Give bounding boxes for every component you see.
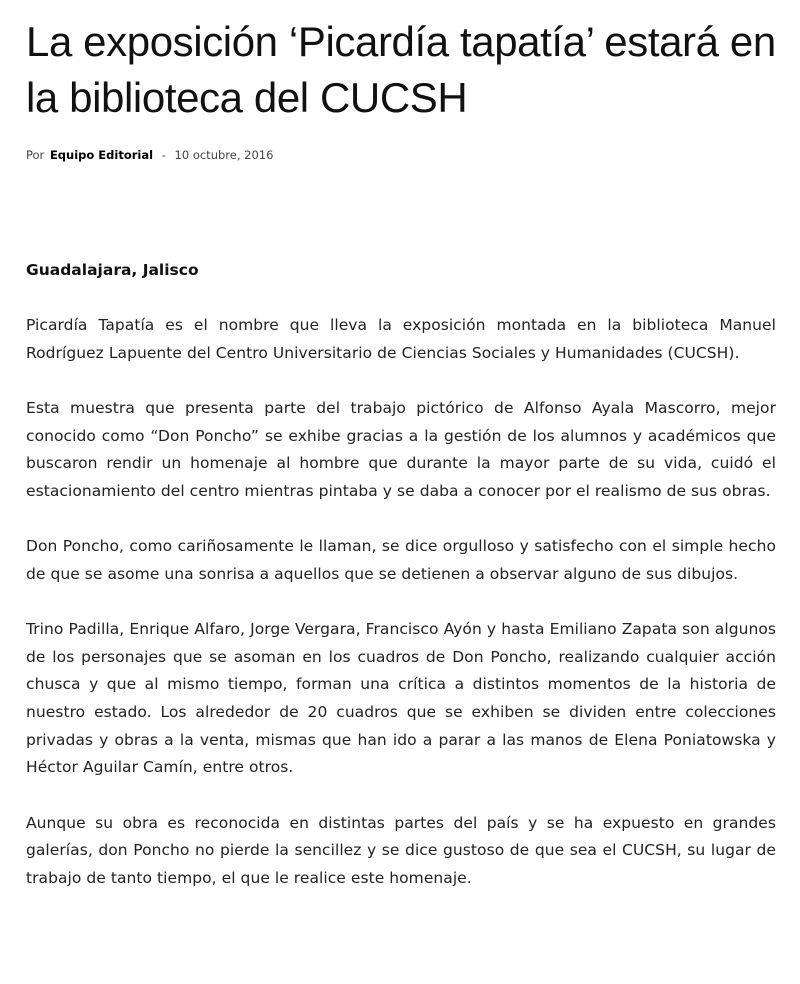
article-body (26, 312, 776, 920)
by-label: Por (26, 148, 45, 162)
author-link[interactable]: Equipo Editorial (49, 148, 154, 162)
article-title: La exposición ‘Picardía tapatía’ estará en la biblioteca del CUCSH (26, 18, 776, 121)
paragraph: Aunque su obra es reconocida en distintas partes del país y se ha expuesto en grandes galerías, don Poncho no pierde la sencillez y se dice gustoso de que sea el CUCSH, su lugar de trabajo de tanto tiempo, el que le realice este homenaje. (26, 813, 776, 887)
paragraph: Esta muestra que presenta parte del trabajo pictórico de Alfonso Ayala Mascorro, mejor conocido como “Don Poncho” se exhibe gracias a la gestión de los alumnos y académicos que buscaron rendir un homenaje al hombre que durante la mayor parte de su vida, cuidó el estacionamiento del centro mientras pintaba y se daba a conocer por el realismo de sus obras. (26, 398, 776, 500)
paragraph: Don Poncho, como cariñosamente le llaman, se dice orgulloso y satisfecho con el simple hecho de que se asome una sonrisa a aquellos que se detienen a observar alguno de sus dibujos. (26, 537, 776, 583)
article-location: Guadalajara, Jalisco (26, 261, 199, 279)
article-meta (26, 146, 776, 164)
publish-date: 10 octubre, 2016 (174, 148, 274, 162)
meta-separator: - (161, 148, 166, 162)
paragraph: Trino Padilla, Enrique Alfaro, Jorge Vergara, Francisco Ayón y hasta Emiliano Zapata son algunos de los personajes que se asoman en los cuadros de Don Poncho, realizando cualquier acción chusca y que al mismo tiempo, forman una crítica a distintos momentos de la historia de nuestro estado. Los alrededor de 20 cuadros que se exhiben se dividen entre colecciones privadas y obras a la venta, mismas que han ido a parar a las manos de Elena Poniatowska y Héctor Aguilar Camín, entre otros. (26, 620, 776, 777)
paragraph: Picardía Tapatía es el nombre que lleva la exposición montada en la biblioteca Manuel Rodríguez Lapuente del Centro Universitario de Ciencias Sociales y Humanidades (CUCSH). (26, 316, 776, 362)
article (26, 0, 776, 887)
